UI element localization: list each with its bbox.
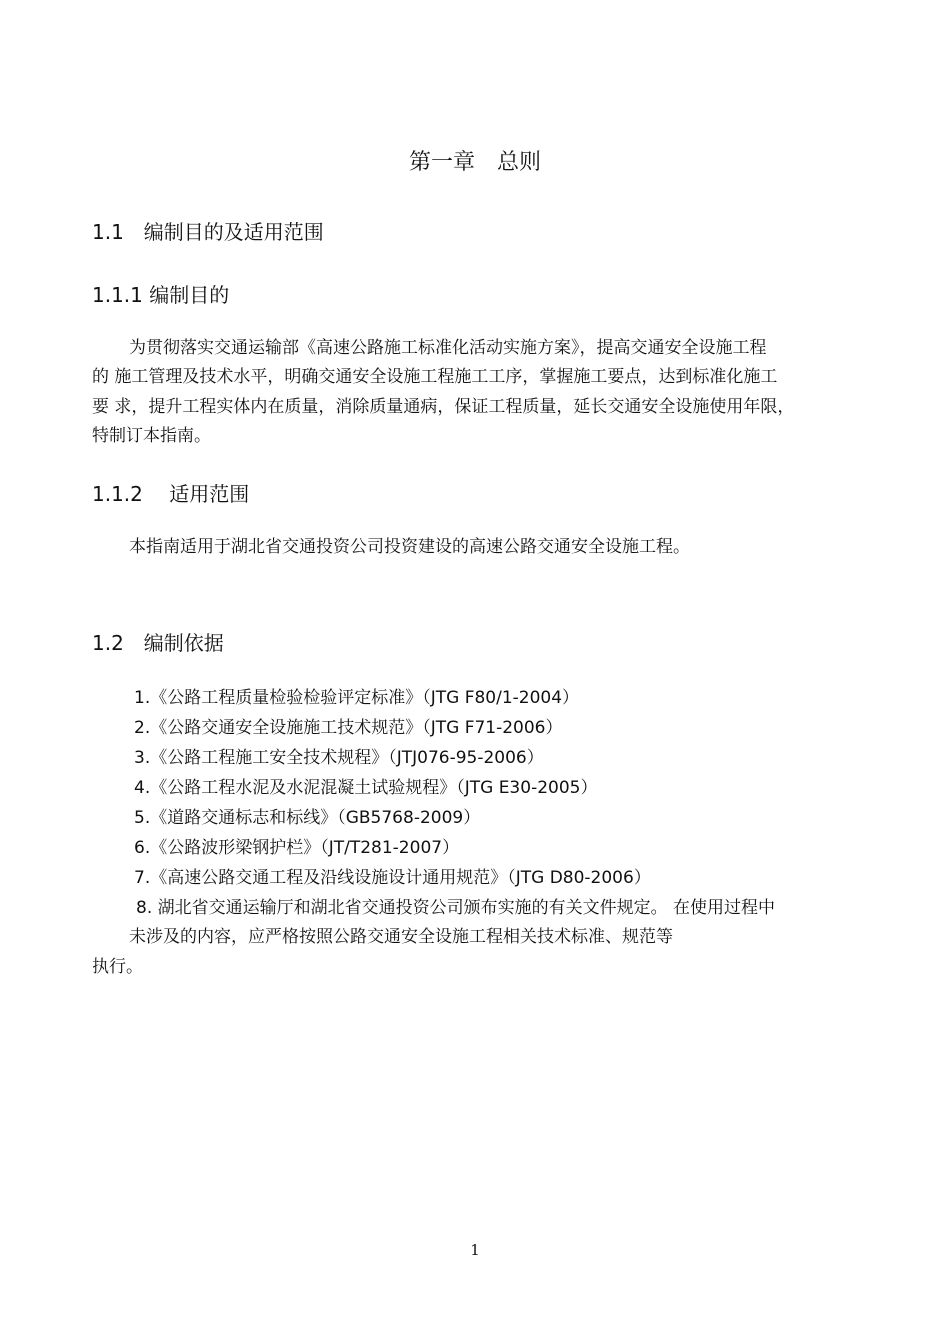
paragraph-line: 的 施工管理及技术水平，明确交通安全设施工程施工工序，掌握施工要点，达到标准化施工 bbox=[92, 367, 778, 387]
list-item-continuation: 执行。 bbox=[92, 957, 143, 977]
list-item: 8. 湖北省交通运输厅和湖北省交通投资公司颁布实施的有关文件规定。 在使用过程中 bbox=[136, 898, 776, 918]
section-1-1-1-heading: 1.1.1 编制目的 bbox=[92, 283, 230, 307]
paragraph-line: 为贯彻落实交通运输部《高速公路施工标准化活动实施方案》，提高交通安全设施工程 bbox=[129, 338, 767, 358]
page-number: 1 bbox=[470, 1241, 480, 1259]
chapter-title: 第一章 总则 bbox=[408, 150, 541, 175]
list-item: 5.《道路交通标志和标线》（GB5768-2009） bbox=[134, 808, 481, 828]
list-item-continuation: 未涉及的内容，应严格按照公路交通安全设施工程相关技术标准、规范等 bbox=[129, 927, 673, 947]
list-item: 1.《公路工程质量检验检验评定标准》（JTG F80/1-2004） bbox=[134, 688, 580, 708]
section-1-2-heading: 1.2 编制依据 bbox=[92, 631, 224, 655]
section-1-1-2-heading: 1.1.2 适用范围 bbox=[92, 482, 250, 506]
list-item: 4.《公路工程水泥及水泥混凝土试验规程》（JTG E30-2005） bbox=[134, 778, 598, 798]
list-item: 2.《公路交通安全设施施工技术规范》（JTG F71-2006） bbox=[134, 718, 563, 738]
section-1-1-heading: 1.1 编制目的及适用范围 bbox=[92, 220, 324, 244]
list-item: 3.《公路工程施工安全技术规程》（JTJ076-95-2006） bbox=[134, 748, 544, 768]
paragraph-line: 特制订本指南。 bbox=[92, 426, 211, 446]
paragraph-line: 要 求，提升工程实体内在质量，消除质量通病，保证工程质量，延长交通安全设施使用年限， bbox=[92, 397, 795, 417]
list-item: 7.《高速公路交通工程及沿线设施设计通用规范》（JTG D80-2006） bbox=[134, 868, 651, 888]
scope-paragraph: 本指南适用于湖北省交通投资公司投资建设的高速公路交通安全设施工程。 bbox=[129, 537, 690, 557]
list-item: 6.《公路波形梁钢护栏》（JT/T281-2007） bbox=[134, 838, 460, 858]
